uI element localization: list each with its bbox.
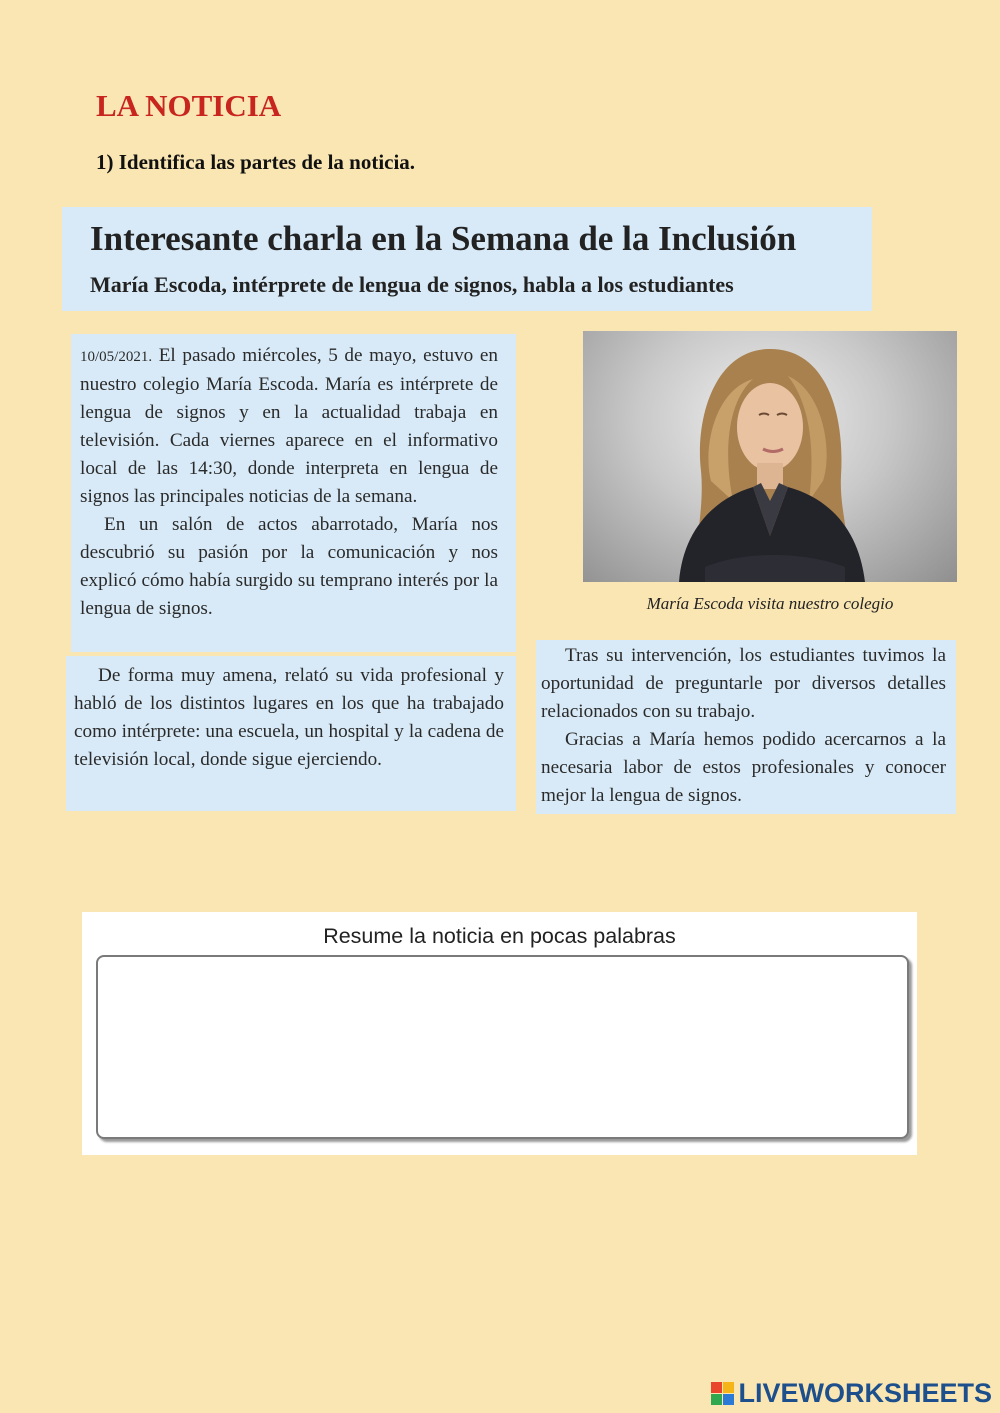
logo-square-yellow <box>723 1382 734 1393</box>
news-subheadline: María Escoda, intérprete de lengua de signos, habla a los estudiantes <box>90 272 734 297</box>
news-paragraph-5: Gracias a María hemos podido acercarnos a la necesaria labor de estos profesionales y conocer mejor la lengua de signos. <box>541 729 946 806</box>
news-body-column-2 <box>536 640 956 814</box>
news-paragraph-4: Tras su intervención, los estudiantes tuvimos la oportunidad de preguntarle por diversos detalles relacionados con su trabajo. <box>541 645 946 722</box>
news-headline: Interesante charla en la Semana de la Inclusión <box>90 219 797 258</box>
liveworksheets-icon <box>711 1382 734 1405</box>
brand-logo <box>711 1378 992 1409</box>
summary-input[interactable] <box>96 955 909 1139</box>
news-date: 10/05/2021. <box>80 349 153 365</box>
portrait-image <box>583 331 957 582</box>
headline-block <box>62 207 872 311</box>
summary-label: Resume la noticia en pocas palabras <box>323 924 676 948</box>
instruction-text: 1) Identifica las partes de la noticia. <box>96 150 416 174</box>
news-paragraph-1 <box>80 342 498 511</box>
page-title: LA NOTICIA <box>96 88 282 123</box>
news-paragraph-1-text: El pasado miércoles, 5 de mayo, estuvo en nuestro colegio María Escoda. María es intérprete de lengua de signos y en la actualidad trabaja en televisión. Cada viernes aparece en el informativo local de las 14:30, donde interpreta en lengua de signos las principales noticias de la semana. <box>80 345 498 507</box>
photo-caption: María Escoda visita nuestro colegio <box>646 594 894 613</box>
brand-name: LIVEWORKSHEETS <box>738 1378 992 1408</box>
news-body-column-1 <box>71 334 516 652</box>
news-photo <box>583 331 957 582</box>
news-paragraph-3: De forma muy amena, relató su vida profesional y habló de los distintos lugares en los que ha trabajado como intérprete: una escuela, un hospital y la cadena de televisión local, donde sigue ejerciendo. <box>74 665 504 770</box>
logo-square-green <box>711 1394 722 1405</box>
summary-section <box>82 912 917 1155</box>
news-body-column-1b <box>66 656 516 811</box>
logo-square-blue <box>723 1394 734 1405</box>
news-paragraph-2: En un salón de actos abarrotado, María nos descubrió su pasión por la comunicación y nos explicó cómo había surgido su temprano interés por la lengua de signos. <box>80 514 498 619</box>
logo-square-red <box>711 1382 722 1393</box>
